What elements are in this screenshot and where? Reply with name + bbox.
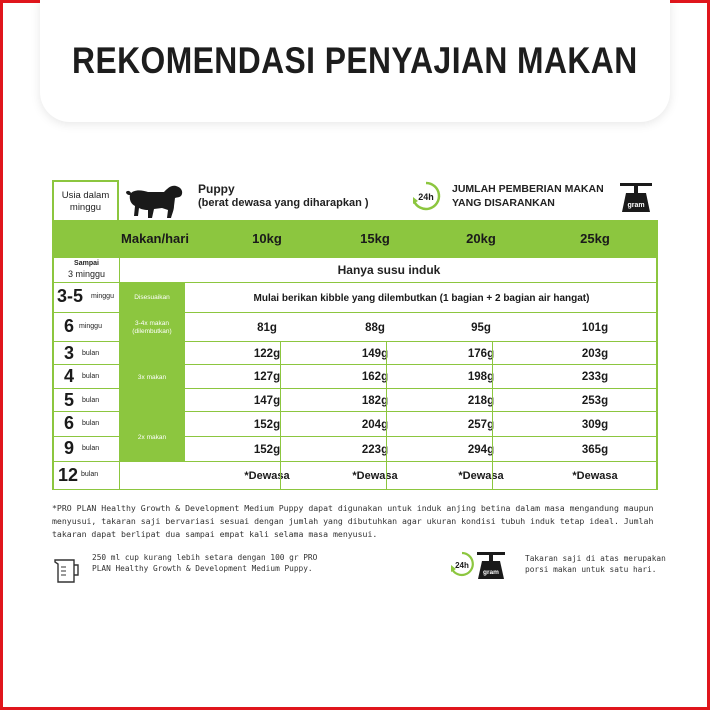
- value-25kg: *Dewasa: [572, 470, 618, 482]
- right-border: [656, 283, 658, 313]
- portion-note: Takaran saji di atas merupakan porsi makan untuk satu hari.: [525, 554, 666, 574]
- age-number: 12: [58, 465, 79, 485]
- right-border: [656, 389, 658, 412]
- value-15kg: 223g: [361, 443, 389, 456]
- meal-2x: 2x makan: [119, 412, 185, 462]
- value-25kg: 253g: [581, 394, 609, 407]
- value-20kg: 95g: [471, 321, 491, 334]
- empty-meal-cell: [119, 462, 185, 490]
- value-10kg: *Dewasa: [244, 470, 290, 482]
- meal-adjusted: Disesuaikan: [119, 283, 185, 313]
- svg-text:gram: gram: [627, 202, 645, 209]
- col-divider: [386, 342, 387, 490]
- age-number: 3: [64, 343, 75, 363]
- row-6-months: [52, 412, 658, 437]
- value-20kg: 294g: [467, 443, 495, 456]
- kibble-instruction: Mulai berikan kibble yang dilembutkan (1 bagian + 2 bagian air hangat): [253, 292, 590, 304]
- value-20kg: 176g: [467, 347, 495, 360]
- scale-icon: [474, 550, 508, 580]
- age-cell: [52, 313, 119, 342]
- feeding-table: [52, 180, 658, 490]
- value-10kg: 147g: [253, 394, 281, 407]
- weight-25kg: 25kg: [580, 231, 610, 246]
- meal-3-4x: 3-4x makan (dilembutkan): [119, 313, 185, 342]
- row-5-months: [52, 389, 658, 412]
- age-number: 4: [64, 366, 75, 386]
- right-border: [656, 365, 658, 389]
- age-number: 9: [64, 438, 75, 458]
- age-top: Sampai: [74, 260, 99, 267]
- age-header: Usia dalam minggu: [52, 180, 119, 220]
- value-15kg: *Dewasa: [352, 470, 398, 482]
- value-25kg: 203g: [581, 347, 609, 360]
- age-number: 6: [64, 316, 75, 336]
- age-unit: bulan: [82, 397, 100, 404]
- age-unit: minggu: [91, 293, 114, 300]
- weight-10kg: 10kg: [252, 231, 282, 246]
- milk-only-text: Hanya susu induk: [119, 258, 658, 283]
- weight-15kg: 15kg: [360, 231, 390, 246]
- value-25kg: 365g: [581, 443, 609, 456]
- footnote: *PRO PLAN Healthy Growth & Development Medium Puppy dapat digunakan untuk induk anjing betina dalam masa mengandung maupun menyusui, takaran saji bervariasi sesuai dengan jumlah yang dibutuhkan agar ukuran kondisi tubuh induk tetap ideal. Jumlah takaran dapat berlipat dua sampai empat kali selama masa menyusui.: [52, 503, 654, 539]
- value-15kg: 149g: [361, 347, 389, 360]
- age-number: 5: [64, 390, 75, 410]
- age-unit: minggu: [79, 323, 102, 330]
- svg-text:24h: 24h: [418, 192, 434, 202]
- right-border: [656, 462, 658, 490]
- puppy-label: Puppy: [198, 182, 235, 196]
- row-3-months: [52, 342, 658, 365]
- age-cell: [52, 462, 119, 490]
- age-cell: [52, 437, 119, 462]
- row-6-weeks: [52, 313, 658, 342]
- value-20kg: *Dewasa: [458, 470, 504, 482]
- value-10kg: 122g: [253, 347, 281, 360]
- col-divider: [280, 342, 281, 490]
- value-25kg: 309g: [581, 418, 609, 431]
- clock-24h-icon: [447, 550, 477, 580]
- page-title: REKOMENDASI PENYAJIAN MAKAN: [72, 40, 638, 81]
- weight-20kg: 20kg: [466, 231, 496, 246]
- row-divider: [185, 489, 658, 490]
- value-15kg: 162g: [361, 371, 389, 383]
- puppy-subtitle: (berat dewasa yang diharapkan ): [198, 197, 369, 209]
- value-25kg: 233g: [581, 371, 609, 383]
- weight-header-band: [52, 220, 658, 258]
- age-unit: bulan: [82, 350, 100, 357]
- row-until-3-weeks: [52, 258, 658, 283]
- right-border: [656, 437, 658, 462]
- age-unit: bulan: [82, 373, 100, 380]
- value-10kg: 81g: [257, 321, 277, 334]
- measure-note: 250 ml cup kurang lebih setara dengan 100 gr PRO PLAN Healthy Growth & Development Medium Puppy.: [92, 553, 318, 573]
- svg-text:24h: 24h: [455, 561, 469, 570]
- row-4-months: [52, 365, 658, 389]
- row-3-5-weeks: [52, 283, 658, 313]
- measuring-cup-icon: [52, 556, 80, 584]
- value-15kg: 182g: [361, 394, 389, 407]
- age-number: 3-5: [57, 286, 84, 306]
- row-9-months: [52, 437, 658, 462]
- age-cell: [52, 365, 119, 389]
- right-border: [656, 313, 658, 342]
- title-card: [40, 0, 670, 122]
- age-number: 6: [64, 413, 75, 433]
- age-unit: bulan: [81, 471, 99, 478]
- value-20kg: 198g: [467, 371, 495, 383]
- value-15kg: 88g: [365, 321, 385, 334]
- age-cell: [52, 389, 119, 412]
- table-top-row: [52, 180, 658, 220]
- recommend-line2: YANG DISARANKAN: [452, 197, 555, 209]
- recommendation-heading: [452, 182, 604, 210]
- value-10kg: 127g: [253, 371, 281, 383]
- value-15kg: 204g: [361, 418, 389, 431]
- value-25kg: 101g: [581, 321, 609, 334]
- svg-text:gram: gram: [483, 569, 499, 576]
- right-border: [656, 412, 658, 437]
- value-10kg: 152g: [253, 418, 281, 431]
- age-cell: [52, 283, 119, 313]
- meal-3x: 3x makan: [119, 342, 185, 412]
- age-unit: bulan: [82, 445, 100, 452]
- age-bottom: 3 minggu: [67, 269, 106, 279]
- value-20kg: 218g: [467, 394, 495, 407]
- col-divider: [492, 342, 493, 490]
- row-12-months: [52, 462, 658, 490]
- age-cell: [52, 412, 119, 437]
- right-border: [656, 342, 658, 365]
- age-unit: bulan: [82, 420, 100, 427]
- age-cell: [52, 258, 119, 283]
- right-border: [656, 258, 658, 283]
- meal-header: Makan/hari: [121, 231, 189, 246]
- value-20kg: 257g: [467, 418, 495, 431]
- age-cell: [52, 342, 119, 365]
- dog-icon: [124, 180, 186, 218]
- value-10kg: 152g: [253, 443, 281, 456]
- clock-24h-icon: [408, 180, 444, 212]
- recommend-line1: JUMLAH PEMBERIAN MAKAN: [452, 183, 604, 195]
- scale-icon: [616, 180, 656, 214]
